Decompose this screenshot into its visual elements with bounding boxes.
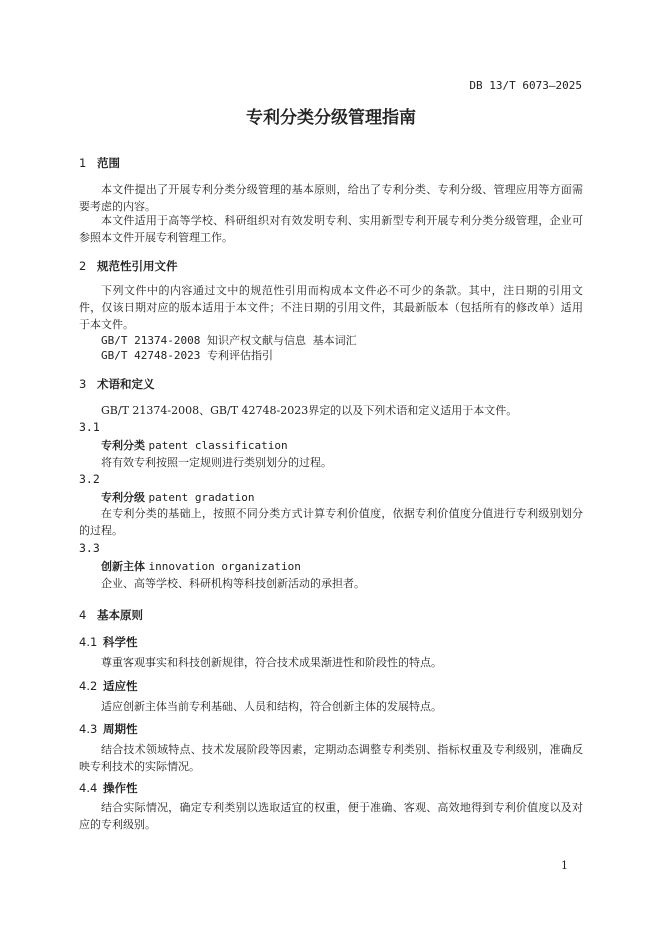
clause-title: 周期性	[103, 722, 138, 736]
section-number: 4	[79, 608, 87, 622]
reference-item: GB/T 21374-2008 知识产权文献与信息 基本词汇	[101, 334, 357, 347]
term-number: 3.2	[79, 472, 100, 486]
clause-4-2-heading	[79, 678, 138, 694]
clause-title: 操作性	[103, 781, 138, 795]
clause-title: 适应性	[103, 679, 138, 693]
document-title: 专利分类分级管理指南	[246, 108, 416, 128]
term-definition: 将有效专利按照一定规则进行类别划分的过程。	[101, 456, 332, 469]
clause-4-3-heading	[79, 721, 138, 737]
section-title: 规范性引用文件	[97, 259, 178, 273]
term-heading	[101, 437, 288, 453]
paragraph: 结合技术领域特点、技术发展阶段等因素，定期动态调整专利类别、指标权重及专利级别，准确反映专利技术的实际情况。	[79, 743, 583, 773]
section-2-heading	[79, 258, 178, 274]
paragraph: 本文件提出了开展专利分类分级管理的基本原则，给出了专利分类、专利分级、管理应用等方面需要考虑的内容。	[79, 183, 583, 213]
paragraph: GB/T 21374-2008、GB/T 42748-2023界定的以及下列术语和定义适用于本文件。	[101, 404, 518, 417]
page-number: 1	[561, 859, 568, 872]
paragraph: 结合实际情况，确定专利类别以选取适宜的权重，便于准确、客观、高效地得到专利价值度以及对应的专利级别。	[79, 801, 583, 831]
paragraph: 下列文件中的内容通过文中的规范性引用而构成本文件必不可少的条款。其中，注日期的引用文件，仅该日期对应的版本适用于本文件；不注日期的引用文件，其最新版本（包括所有的修改单）适用于本文件。	[79, 284, 583, 331]
section-title: 术语和定义	[97, 377, 155, 391]
clause-4-4-heading	[79, 780, 138, 796]
section-3-heading	[79, 376, 155, 392]
term-definition: 企业、高等学校、科研机构等科技创新活动的承担者。	[101, 577, 365, 590]
section-number: 1	[79, 156, 87, 170]
term-definition: 在专利分类的基础上，按照不同分类方式计算专利价值度，依据专利价值度分值进行专利级别划分的过程。	[79, 507, 583, 537]
clause-number: 4.2	[79, 679, 98, 693]
reference-item: GB/T 42748-2023 专利评估指引	[101, 349, 273, 362]
section-title: 范围	[97, 156, 120, 170]
term-zh: 专利分类	[101, 439, 145, 452]
document-code: DB 13/T 6073—2025	[469, 79, 582, 92]
term-heading	[101, 489, 254, 505]
clause-number: 4.4	[79, 781, 98, 795]
term-en: patent gradation	[148, 491, 255, 504]
term-zh: 专利分级	[101, 491, 145, 504]
term-zh: 创新主体	[101, 560, 145, 573]
section-title: 基本原则	[97, 608, 143, 622]
section-number: 3	[79, 377, 87, 391]
term-en: patent classification	[148, 439, 288, 452]
clause-title: 科学性	[103, 635, 138, 649]
section-1-heading	[79, 155, 120, 171]
section-4-heading	[79, 607, 143, 623]
clause-number: 4.3	[79, 722, 98, 736]
term-heading	[101, 558, 301, 574]
section-number: 2	[79, 259, 87, 273]
clause-number: 4.1	[79, 635, 98, 649]
paragraph: 适应创新主体当前专利基础、人员和结构，符合创新主体的发展特点。	[101, 700, 442, 713]
term-number: 3.3	[79, 541, 100, 555]
paragraph: 尊重客观事实和科技创新规律，符合技术成果渐进性和阶段性的特点。	[101, 656, 442, 669]
clause-4-1-heading	[79, 634, 138, 650]
term-en: innovation organization	[148, 560, 301, 573]
paragraph: 本文件适用于高等学校、科研组织对有效发明专利、实用新型专利开展专利分类分级管理，企业可参照本文件开展专利管理工作。	[79, 214, 583, 244]
term-number: 3.1	[79, 420, 100, 434]
